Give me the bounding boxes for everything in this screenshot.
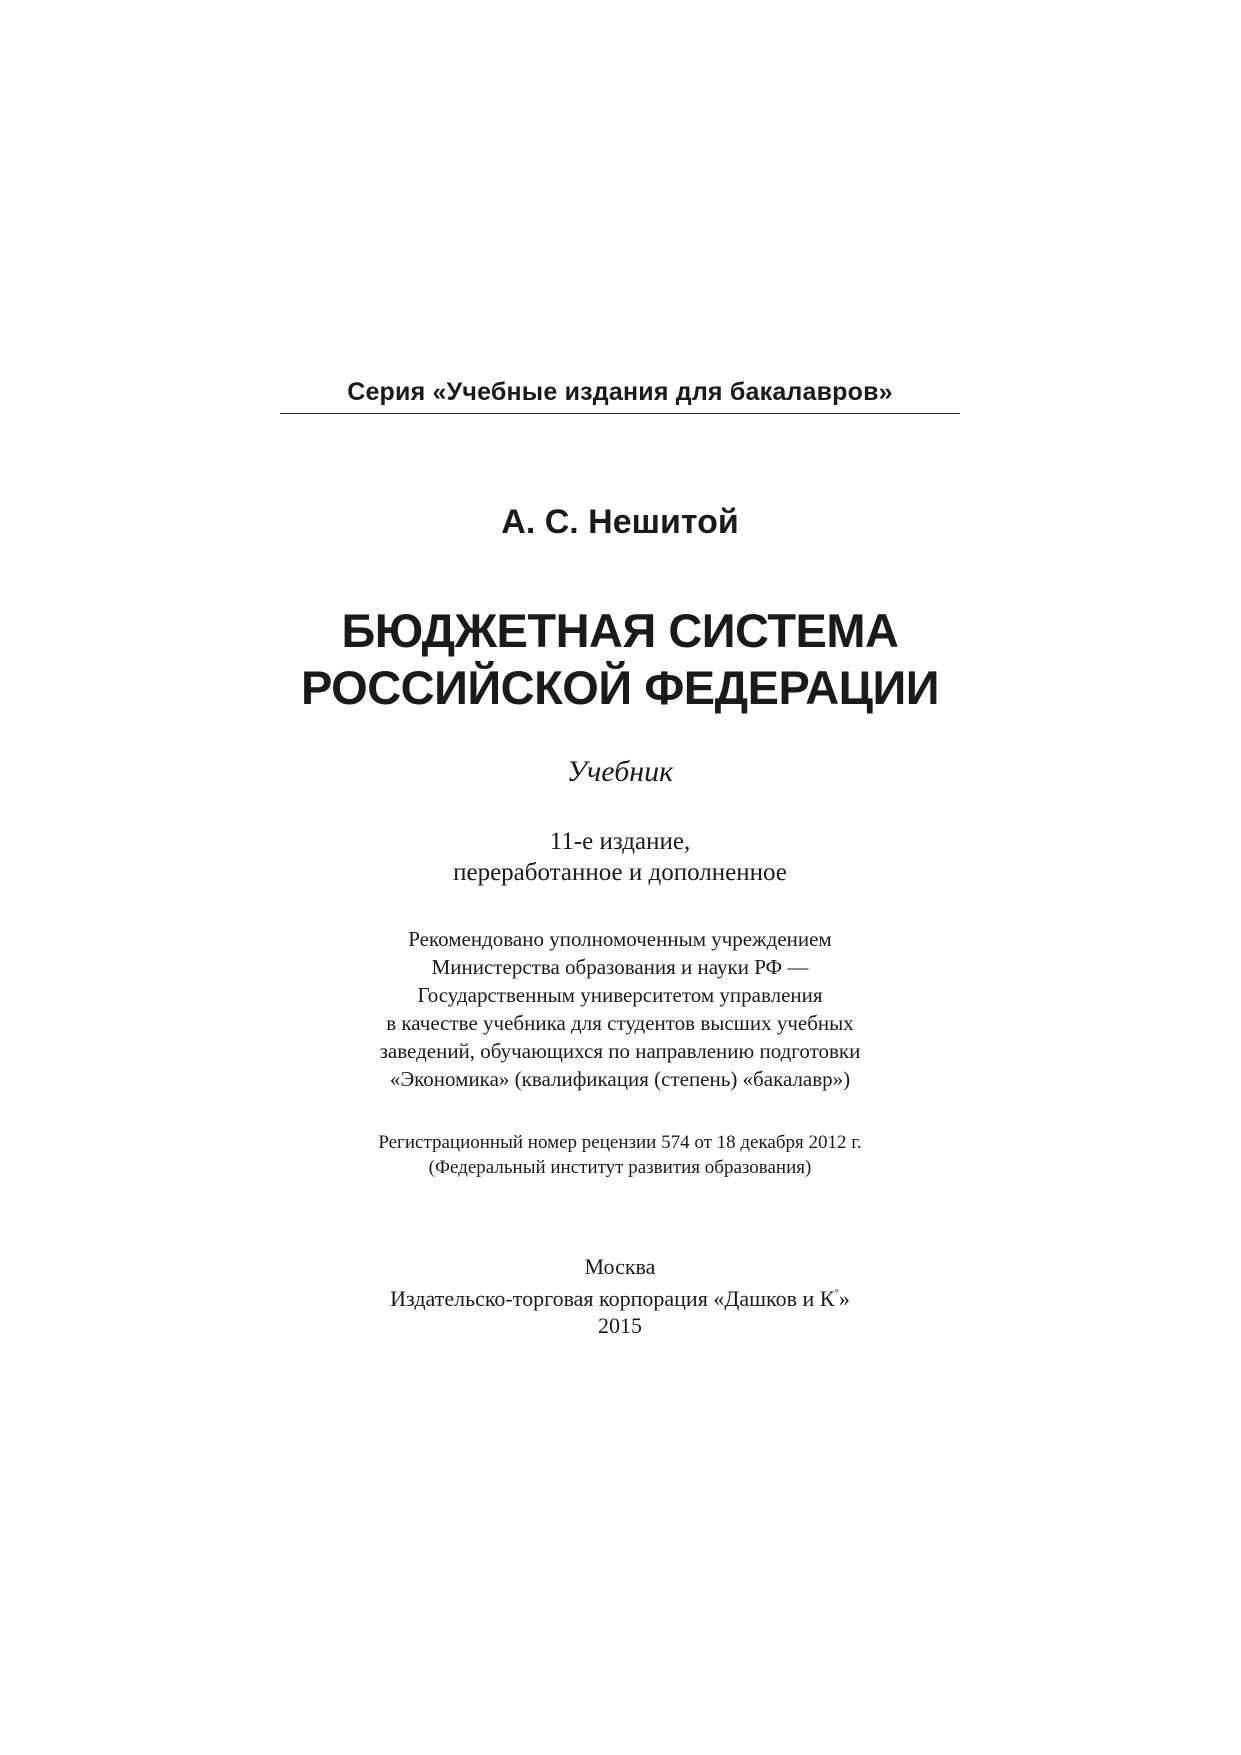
series-title: Серия «Учебные издания для бакалавров» [347,378,893,406]
imprint [280,1253,960,1339]
registration-line: Регистрационный номер рецензии 574 от 18 декабря 2012 г. [378,1132,862,1153]
registration-line: (Федеральный институт развития образования) [428,1157,812,1178]
book-type: Учебник [566,755,674,788]
publisher-closing-quote: » [838,1286,850,1311]
edition-line: переработанное и дополненное [453,859,787,886]
recommendation-line: Государственным университетом управления [417,983,823,1007]
imprint-publisher [280,1280,960,1312]
recommendation-line: Министерства образования и науки РФ — [431,955,809,979]
publisher-degree-mark: ° [834,1287,839,1299]
book-title [200,602,1040,716]
recommendation-line: в качестве учебника для студентов высших учебных [386,1011,854,1035]
edition-line: 11-е издание, [549,828,691,855]
recommendation-text [280,925,960,1093]
recommendation-line: заведений, обучающихся по направлению подготовки [379,1039,861,1063]
imprint-city: Москва [584,1254,656,1279]
registration-info [280,1130,960,1180]
book-title-line: РОССИЙСКОЙ ФЕДЕРАЦИИ [300,661,940,714]
publisher-name: Издательско-торговая корпорация «Дашков и К [390,1286,835,1311]
book-title-line: БЮДЖЕТНАЯ СИСТЕМА [341,604,899,657]
imprint-year: 2015 [598,1313,642,1338]
author-name: А. С. Нешитой [501,503,739,541]
edition-info [280,826,960,888]
series-divider [280,413,960,414]
recommendation-line: Рекомендовано уполномоченным учреждением [408,927,832,951]
recommendation-line: «Экономика» (квалификация (степень) «бакалавр») [389,1067,851,1091]
